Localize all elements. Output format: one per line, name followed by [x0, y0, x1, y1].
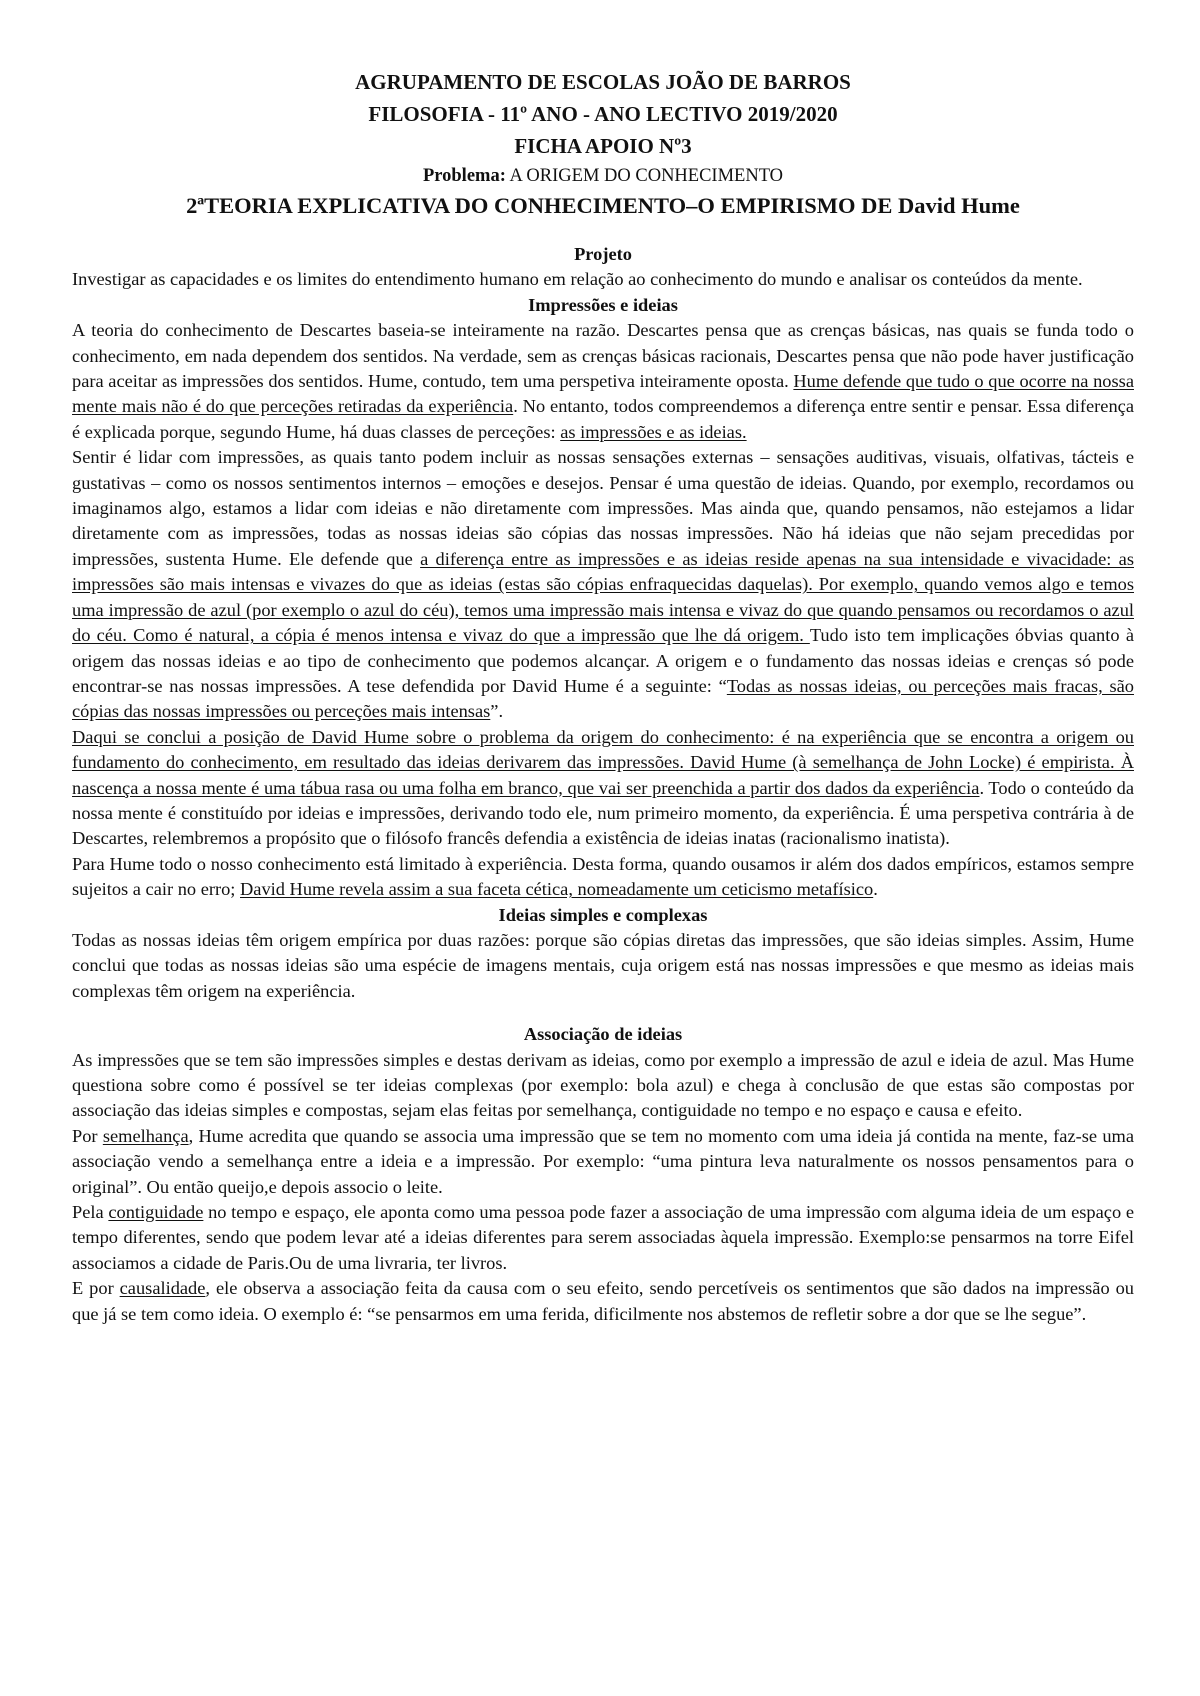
- impressoes-paragraph-2: [72, 445, 1134, 724]
- text-run: Para Hume todo o nosso conhecimento está limitado à experiência. Desta forma, quando ousamos ir além dos dados empíricos, estamos sempre sujeitos a cair no erro;: [72, 853, 1134, 900]
- school-name: AGRUPAMENTO DE ESCOLAS JOÃO DE BARROS: [355, 70, 851, 94]
- section-title-projeto: Projeto: [574, 244, 632, 264]
- problem-line: [72, 162, 1134, 190]
- problem-text: A ORIGEM DO CONHECIMENTO: [505, 166, 784, 186]
- underlined-text: Daqui se conclui a posição de David Hume sobre o problema da origem do conhecimento: é na experiência que se encontra a origem ou fundamento do conhecimento, em resultado das ideias derivarem das impressões. David Hume (à semelhança de John Locke) é empirista. À nascença a nossa mente é uma tábua rasa ou uma folha em branco, que vai ser preenchida a partir dos dados da experiência: [72, 726, 1134, 798]
- section-title-impressoes: Impressões e ideias: [528, 294, 678, 315]
- underlined-text: as impressões e as ideias.: [560, 421, 747, 442]
- text-run: .: [873, 879, 878, 900]
- associacao-paragraph-2: [72, 1124, 1134, 1200]
- underlined-text: Todas as nossas ideias, ou perceções mais fracas, são cópias das nossas impressões ou perceções mais intensas: [72, 675, 1134, 722]
- underlined-text: semelhança: [102, 1125, 189, 1146]
- section-title-associacao: Associação de ideias: [523, 1024, 683, 1045]
- text-run: A teoria do conhecimento de Descartes baseia-se inteiramente na razão. Descartes pensa que as crenças básicas, nas quais se funda todo o conhecimento, em nada dependem dos sentidos. Na verdade, sem as crenças básicas racionais, Descartes pensa que não pode haver justificação para aceitar as impressões dos sentidos. Hume, contudo, tem uma perspetiva inteiramente oposta.: [72, 320, 1134, 392]
- text-run: Tudo isto tem implicações óbvias quanto à origem das nossas ideias e ao tipo de conhecimento que podemos alcançar. A origem e o fundamento das nossas ideias e crenças só pode encontrar-se nas nossas impressões. A tese defendida por David Hume é a seguinte: “: [72, 625, 1134, 696]
- underlined-text: Hume defende que tudo o que ocorre na nossa mente mais não é do que perceções retiradas da experiência: [72, 371, 1134, 417]
- simples-paragraph: Todas as nossas ideias têm origem empírica por duas razões: porque são cópias diretas das impressões, que são ideias simples. Assim, Hume conclui que todas as nossas ideias são uma espécie de imagens mentais, cuja origem está nas nossas impressões e que mesmo as ideias mais complexas têm origem na experiência.: [72, 929, 1134, 1001]
- text-run: , Hume acredita que quando se associa uma impressão que se tem no momento com uma ideia já contida na mente, faz-se uma associação vendo a semelhança entre a ideia e a impressão. Por exemplo: “uma pintura leva naturalmente os nossos pensamentos para o original”. Ou então queijo,e depois associo o leite.: [72, 1125, 1134, 1197]
- associacao-paragraph-1: As impressões que se tem são impressões simples e destas derivam as ideias, como por exemplo a impressão de azul e ideia de azul. Mas Hume questiona sobre como é possível se ter ideias complexas (por exemplo: bola azul) e chega à conclusão de que estas são compostas por associação das ideias simples e compostas, sejam elas feitas por semelhança, contiguidade no tempo e no espaço e causa e efeito.: [72, 1049, 1134, 1121]
- sheet-title: FICHA APOIO Nº3: [514, 134, 692, 158]
- text-run: ”.: [490, 701, 504, 722]
- section-title-simples: Ideias simples e complexas: [498, 904, 708, 925]
- text-run: Sentir é lidar com impressões, as quais tanto podem incluir as nossas sensações externas – sensações auditivas, visuais, olfativas, tácteis e gustativas – como os nossos sentimentos internos – emoções e desejos. Pensar é uma questão de ideias. Quando, por exemplo, recordamos ou imaginamos algo, estamos a lidar com ideias e não diretamente com impressões. Mas ainda que, quando pensamos, não estejamos a lidar diretamente com as impressões, todas as nossas ideias são cópias das nossas impressões. Não há ideias que não sejam precedidas por impressões, sustenta Hume. Ele defende que: [72, 447, 1134, 569]
- projeto-paragraph: Investigar as capacidades e os limites do entendimento humano em relação ao conhecimento do mundo e analisar os conteúdos da mente.: [72, 269, 1083, 290]
- text-run: , ele observa a associação feita da causa com o seu efeito, sendo percetíveis os sentimentos que são dados na impressão ou que já se tem como ideia. O exemplo é: “se pensarmos em uma ferida, dificilmente nos abstemos de refletir sobre a dor que se lhe segue”.: [72, 1278, 1134, 1324]
- course-line: FILOSOFIA - 11º ANO - ANO LECTIVO 2019/2020: [368, 102, 838, 126]
- text-run: E por: [72, 1278, 120, 1299]
- underlined-text: David Hume revela assim a sua faceta cética, nomeadamente um ceticismo metafísico: [240, 879, 874, 900]
- impressoes-paragraph-3: [72, 725, 1134, 852]
- text-run: . Todo o conteúdo da nossa mente é constituído por ideias e impressões, derivando todo ele, num primeiro momento, da experiência. É uma perspetiva contrária à de Descartes, relembremos a propósito que o filósofo francês defendia a existência de ideias inatas (racionalismo inatista).: [72, 777, 1135, 849]
- associacao-paragraph-4: [72, 1276, 1134, 1327]
- text-run: . No entanto, todos compreendemos a diferença entre sentir e pensar. Essa diferença é explicada porque, segundo Hume, há duas classes de perceções:: [72, 396, 1134, 442]
- associacao-paragraph-3: [72, 1200, 1134, 1276]
- underlined-text: causalidade: [119, 1278, 206, 1299]
- text-run: no tempo e espaço, ele aponta como uma pessoa pode fazer a associação de uma impressão com alguma ideia de um espaço e tempo diferentes, sendo que podem levar até a ideias diferentes para serem associadas àquela impressão. Exemplo:se pensarmos na torre Eifel associamos a cidade de Paris.Ou de uma livraria, ter livros.: [72, 1202, 1135, 1273]
- underlined-text: contiguidade: [108, 1202, 204, 1223]
- problem-label: Problema:: [422, 166, 506, 186]
- text-run: Por: [72, 1125, 103, 1146]
- text-run: Pela: [72, 1202, 109, 1223]
- underlined-text: a diferença entre as impressões e as ideias reside apenas na sua intensidade e vivacidade: as impressões são mais intensas e vivazes do que as ideias (estas são cópias enfraquecidas daquelas). Por exemplo, quando vemos algo e temos uma impressão de azul (por exemplo o azul do céu), temos uma impressão mais intensa e vivaz do que quando pensamos ou recordamos o azul do céu. Como é natural, a cópia é menos intensa e vivaz do que a impressão que lhe dá origem.: [72, 548, 1134, 646]
- impressoes-paragraph-1: [72, 318, 1134, 445]
- theory-title: 2ªTEORIA EXPLICATIVA DO CONHECIMENTO–O EMPIRISMO DE David Hume: [186, 193, 1020, 218]
- impressoes-paragraph-4: [72, 852, 1134, 903]
- document-header: [72, 66, 1134, 222]
